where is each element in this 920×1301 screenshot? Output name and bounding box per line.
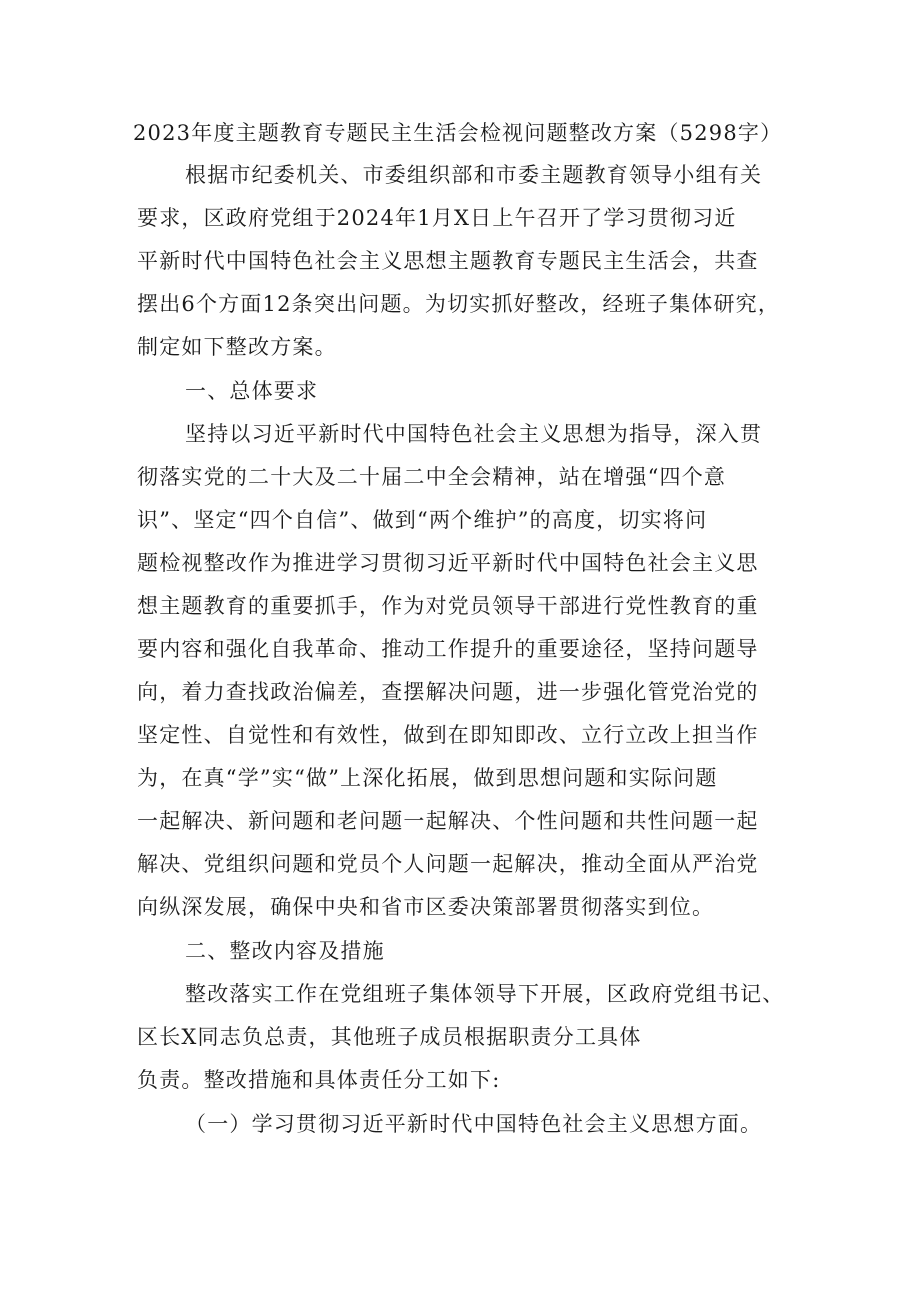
- section1-line: 想主题教育的重要抓手，作为对党员领导干部进行党性教育的重: [137, 594, 759, 618]
- section2-line: 整改落实工作在党组班子集体领导下开展，区政府党组书记、: [185, 982, 785, 1006]
- section1-line: 要内容和强化自我革命、推动工作提升的重要途径，坚持问题导: [137, 637, 759, 661]
- section1-line: 题检视整改作为推进学习贯彻习近平新时代中国特色社会主义思: [137, 551, 759, 575]
- section-heading-overall-requirements: 一、总体要求: [185, 379, 319, 403]
- section1-line: 一起解决、新问题和老问题一起解决、个性问题和共性问题一起: [137, 809, 759, 833]
- section2-line: 负责。整改措施和具体责任分工如下:: [137, 1068, 501, 1092]
- section1-line: 识”、坚定“四个自信”、做到“两个维护”的高度，切实将问: [137, 508, 708, 532]
- intro-line: 制定如下整改方案。: [137, 335, 337, 359]
- document-title: 2023年度主题教育专题民主生活会检视问题整改方案（5298字）: [133, 121, 783, 145]
- intro-line: 根据市纪委机关、市委组织部和市委主题教育领导小组有关: [185, 163, 763, 187]
- subsection-heading: （一）学习贯彻习近平新时代中国特色社会主义思想方面。: [185, 1112, 763, 1136]
- section1-line: 解决、党组织问题和党员个人问题一起解决，推动全面从严治党: [137, 852, 759, 876]
- section2-line: 区长X同志负总责，其他班子成员根据职责分工具体: [137, 1025, 642, 1049]
- intro-line: 要求，区政府党组于2024年1月X日上午召开了学习贯彻习近: [137, 206, 737, 230]
- intro-line: 摆出6个方面12条突出问题。为切实抓好整改，经班子集体研究，: [137, 292, 781, 316]
- section1-line: 彻落实党的二十大及二十届二中全会精神，站在增强“四个意: [137, 465, 727, 489]
- section1-line: 向，着力查找政治偏差，查摆解决问题，进一步强化管党治党的: [137, 680, 759, 704]
- section1-line: 坚持以习近平新时代中国特色社会主义思想为指导，深入贯: [185, 422, 763, 446]
- section1-line: 坚定性、自觉性和有效性，做到在即知即改、立行立改上担当作: [137, 723, 759, 747]
- intro-line: 平新时代中国特色社会主义思想主题教育专题民主生活会，共查: [137, 249, 759, 273]
- section1-line: 向纵深发展，确保中央和省市区委决策部署贯彻落实到位。: [137, 895, 715, 919]
- section-heading-rectification-measures: 二、整改内容及措施: [185, 939, 385, 963]
- section1-line: 为，在真“学”实“做”上深化拓展，做到思想问题和实际问题: [137, 766, 718, 790]
